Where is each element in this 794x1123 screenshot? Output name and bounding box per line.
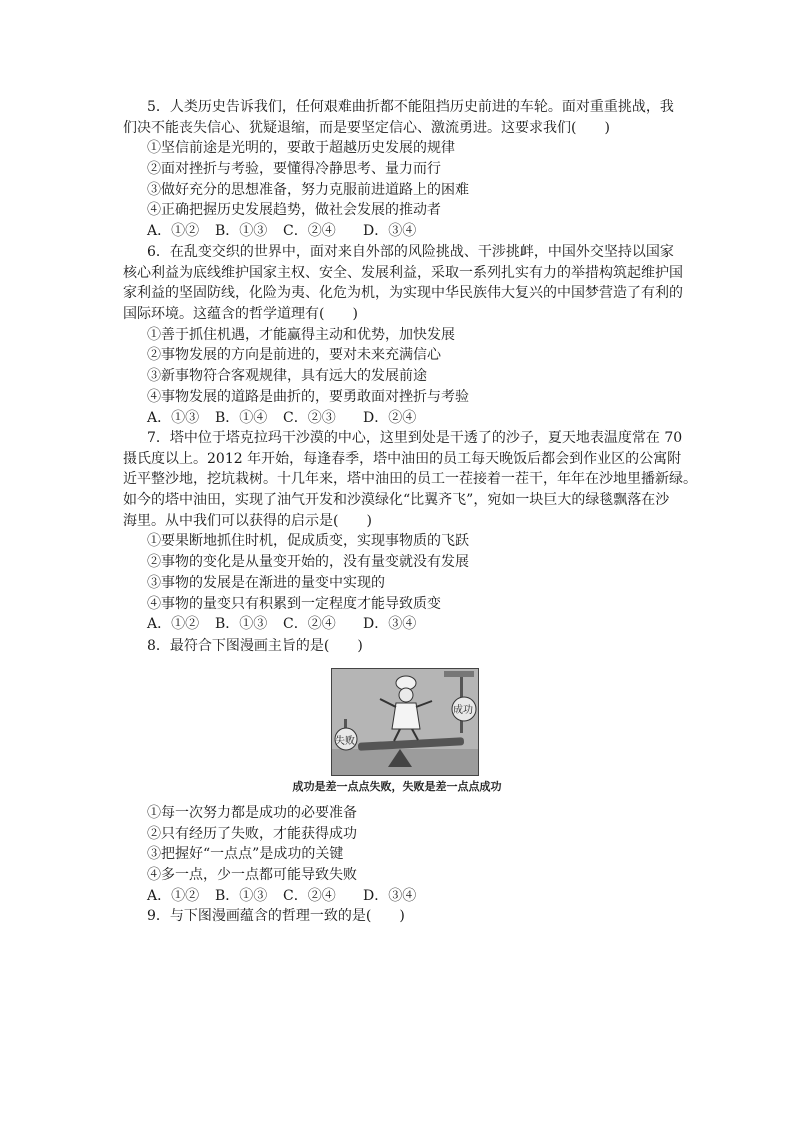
failure-sign-label: 失败	[335, 736, 355, 747]
q5-option-4: ④正确把握历史发展趋势，做社会发展的推动者	[147, 202, 441, 219]
figure-caption: 成功是差一点点失败，失败是差一点点成功	[292, 780, 502, 793]
q8-choice-a: A．①②	[147, 887, 200, 904]
q5-choice-d: D．③④	[363, 223, 417, 240]
q6-stem-line-3: 家利益的坚固防线，化险为夷、化危为机，为实现中华民族伟大复兴的中国梦营造了有利的	[123, 285, 683, 302]
q5-stem-line-1: 5．人类历史告诉我们，任何艰难曲折都不能阻挡历史前进的车轮。面对重重挑战，我	[147, 99, 674, 115]
q6-option-1: ①善于抓住机遇，才能赢得主动和优势，加快发展	[147, 326, 455, 343]
question-5	[123, 97, 675, 242]
q8-choice-b: B．①③	[215, 887, 268, 904]
q7-stem-line-2: 摄氏度以上。2012 年开始，每逢春季，塔中油田的员工每天晚饭后都会到作业区的公寓附	[123, 450, 682, 467]
cartoon-illustration	[332, 669, 478, 775]
q6-option-4: ④事物发展的道路是曲折的，要勇敢面对挫折与考验	[147, 388, 469, 405]
q8-choice-d: D．③④	[363, 887, 417, 904]
q7-choice-b: B．①③	[215, 616, 268, 633]
q6-option-2: ②事物发展的方向是前进的，要对未来充满信心	[147, 347, 441, 364]
q8-option-1: ①每一次努力都是成功的必要准备	[147, 805, 357, 821]
q6-choice-d: D．②④	[363, 409, 417, 426]
q7-option-4: ④事物的量变只有积累到一定程度才能导致质变	[147, 595, 441, 612]
q7-stem-line-3: 近平整沙地，挖坑栽树。十几年来，塔中油田的员工一茬接着一茬干，年年在沙地里播新绿。	[123, 471, 697, 488]
q8-option-2: ②只有经历了失败，才能获得成功	[147, 825, 357, 842]
q7-choices	[123, 614, 675, 635]
q8-option-4: ④多一点，少一点都可能导致失败	[147, 867, 357, 884]
q7-stem-line-1: 7．塔中位于塔克拉玛干沙漠的中心，这里到处是干透了的沙子，夏天地表温度常在 70	[147, 430, 683, 446]
q5-option-3: ③做好充分的思想准备，努力克服前进道路上的困难	[147, 181, 469, 198]
question-8-stem	[123, 636, 675, 657]
q6-choice-b: B．①④	[215, 409, 268, 426]
question-7	[123, 428, 697, 635]
q7-choice-a: A．①②	[147, 616, 200, 633]
q6-stem-line-1: 6．在乱变交织的世界中，面对来自外部的风险挑战、干涉挑衅，中国外交坚持以国家	[147, 244, 674, 260]
q6-choices	[123, 408, 675, 429]
q8-stem-line-1: 8．最符合下图漫画主旨的是( )	[147, 638, 363, 654]
q8-choices	[123, 886, 675, 907]
q5-choices	[123, 221, 675, 242]
q7-stem-line-4: 如今的塔中油田，实现了油气开发和沙漠绿化“比翼齐飞”，宛如一块巨大的绿毯飘落在沙	[123, 492, 670, 509]
q7-option-3: ③事物的发展是在渐进的量变中实现的	[147, 574, 385, 591]
q7-option-1: ①要果断地抓住时机，促成质变，实现事物质的飞跃	[147, 533, 469, 550]
q5-choice-a: A．①②	[147, 223, 200, 240]
question-6	[123, 242, 683, 428]
question-8-options	[123, 803, 675, 927]
q6-choice-a: A．①③	[147, 409, 200, 426]
q5-choice-b: B．①③	[215, 223, 268, 240]
q8-choice-c: C．②④	[283, 887, 336, 904]
q6-stem-line-2: 核心利益为底线维护国家主权、安全、发展利益，采取一系列扎实有力的举措构筑起维护国	[123, 264, 683, 281]
q6-choice-c: C．②③	[283, 409, 336, 426]
q7-choice-d: D．③④	[363, 616, 417, 633]
q6-option-3: ③新事物符合客观规律，具有远大的发展前途	[147, 368, 427, 385]
cartoon-figure	[331, 668, 479, 776]
q5-choice-c: C．②④	[283, 223, 336, 240]
q7-choice-c: C．②④	[283, 616, 336, 633]
q7-option-2: ②事物的变化是从量变开始的，没有量变就没有发展	[147, 554, 469, 571]
q6-stem-line-4: 国际环境。这蕴含的哲学道理有( )	[123, 306, 358, 323]
q8-option-3: ③把握好“一点点”是成功的关键	[147, 846, 344, 863]
q9-stem-line-1: 9．与下图漫画蕴含的哲理一致的是( )	[147, 908, 405, 925]
q5-stem-line-2: 们决不能丧失信心、犹疑退缩，而是要坚定信心、激流勇进。这要求我们( )	[123, 119, 610, 136]
success-sign-label: 成功	[453, 705, 473, 716]
q5-option-2: ②面对挫折与考验，要懂得冷静思考、量力而行	[147, 161, 441, 178]
q7-stem-line-5: 海里。从中我们可以获得的启示是( )	[123, 512, 372, 529]
q5-option-1: ①坚信前途是光明的，要敢于超越历史发展的规律	[147, 140, 455, 157]
